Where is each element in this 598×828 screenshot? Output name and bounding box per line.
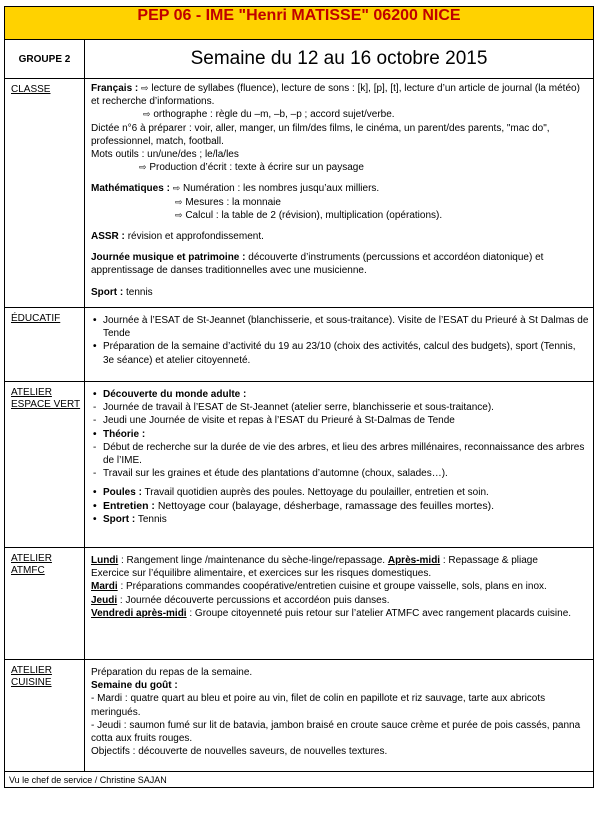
section-label-educatif: ÉDUCATIF (11, 313, 61, 324)
section-classe (5, 79, 594, 308)
cuisine-objectifs: Objectifs : découverte de nouvelles saveurs, de nouvelles textures. (91, 746, 388, 758)
ev-sport-label: Sport : (103, 513, 136, 525)
section-label-cuisine-2: CUISINE (11, 677, 52, 688)
entretien-item (103, 500, 589, 513)
entretien-label: Entretien : (103, 499, 155, 512)
theorie-item-1: - Début de recherche sur la durée de vie des arbres, et lieu des arbres millénaires, reconnaissance des arbres de l’IME. (103, 441, 589, 467)
section-label-classe: CLASSE (11, 84, 51, 95)
section-educatif (5, 308, 594, 382)
ev-sport-text: Tennis (137, 513, 167, 525)
section-label-atmfc-1: ATELIER (11, 553, 52, 564)
maths-line-2: Mesures : la monnaie (185, 196, 281, 208)
lundi-line-2: Exercice sur l’équilibre alimentaire, et exercices sur les risques domestiques. (91, 568, 432, 580)
decouverte-item-2: - Jeudi une Journée de visite et repas à l’ESAT du Prieuré à St-Dalmas de Tende (103, 414, 589, 427)
sport-item (103, 513, 589, 526)
title-row (5, 7, 594, 40)
section-content-classe (85, 79, 594, 308)
musique-label: Journée musique et patrimoine : (91, 252, 246, 264)
apresmidi-label: Après-midi (387, 555, 441, 566)
right-arrow-icon: ⇨ (175, 196, 183, 207)
jeudi-text: : Journée découverte percussions et accordéon puis danses. (119, 594, 390, 606)
mardi-label: Mardi (91, 581, 118, 593)
footer-row (5, 772, 594, 788)
lundi-label: Lundi (91, 555, 119, 566)
poules-label: Poules : (103, 487, 142, 499)
gout-colon: : (171, 680, 178, 692)
decouverte-item-1: - Journée de travail à l’ESAT de St-Jeannet (atelier serre, blanchisserie et sous-traitance). (103, 401, 589, 414)
lundi-text: : Rangement linge /maintenance du sèche-linge/repassage. (121, 555, 386, 566)
document-title: PEP 06 - IME "Henri MATISSE" 06200 NICE (5, 7, 594, 40)
group-label: GROUPE 2 (5, 40, 85, 79)
theorie-label: • Théorie : (103, 428, 589, 441)
sport-text: tennis (126, 286, 153, 298)
section-atmfc (5, 548, 594, 660)
right-arrow-icon: ⇨ (175, 209, 183, 220)
vendredi-text: : Groupe citoyenneté puis retour sur l’atelier ATMFC avec rangement placards cuisine. (189, 607, 572, 619)
section-content-atmfc (85, 548, 594, 660)
right-arrow-icon: ⇨ (143, 109, 151, 120)
maths-line-3: Calcul : la table de 2 (révision), multiplication (opérations). (185, 209, 443, 221)
header-row (5, 40, 594, 79)
vendredi-label: Vendredi après-midi (91, 607, 187, 619)
francais-line-2: orthographe : règle du –m, –b, –p ; accord sujet/verbe. (153, 109, 395, 121)
right-arrow-icon: ⇨ (172, 183, 181, 194)
francais-label: Français : (91, 83, 139, 94)
right-arrow-icon: ⇨ (141, 83, 149, 93)
footer-signature: Vu le chef de service / Christine SAJAN (5, 772, 594, 788)
section-content-educatif (85, 308, 594, 382)
musique-text: découverte d’instruments (percussions et accordéon diatonique) et apprentissage de danses traditionnelles avec une musicienne. (91, 252, 544, 277)
section-content-espace-vert (85, 382, 594, 548)
week-title: Semaine du 12 au 16 octobre 2015 (85, 40, 594, 79)
section-content-cuisine (85, 660, 594, 772)
assr-text: révision et approfondissement. (127, 231, 264, 243)
gout-label: Semaine du goût (91, 680, 172, 692)
sport-label: Sport : (91, 286, 124, 298)
poules-text: Travail quotidien auprès des poules. Nettoyage du poulailler, entretien et soin. (144, 487, 489, 499)
francais-line-1: lecture de syllabes (fluence), lecture de sons : [k], [p], [t], lecture d’un article de journal (la météo) et recherche d’informations. (91, 83, 580, 108)
section-cuisine (5, 660, 594, 772)
cuisine-mardi: - Mardi : quatre quart au bleu et poire au vin, filet de colin en papillote et riz sauvage, tarte aux abricots meringués. (91, 693, 546, 718)
educatif-item-1: • Journée à l’ESAT de St-Jeannet (blanchisserie, et sous-traitance). Visite de l’ESAT du Prieuré à St Dalmas de Tende (103, 314, 589, 340)
mardi-text: : Préparations commandes coopérative/entretien cuisine et groupe vaisselle, sols, plans en inox. (120, 581, 547, 593)
section-espace-vert (5, 382, 594, 548)
document-page (4, 6, 594, 788)
educatif-item-2: • Préparation de la semaine d’activité du 19 au 23/10 (choix des activités, calcul des budgets), sport (Tennis, 3e séance) et atelier citoyenneté. (103, 340, 589, 366)
decouverte-label: • Découverte du monde adulte : (103, 388, 589, 401)
cuisine-line-1: Préparation du repas de la semaine. (91, 667, 253, 678)
francais-line-3: Dictée n°6 à préparer : voir, aller, manger, un film/des films, le cinéma, un parent/des parents, "mac do", professionnel, match, football. (91, 122, 550, 147)
section-label-espace-vert-1: ATELIER (11, 387, 52, 398)
assr-label: ASSR : (91, 231, 125, 243)
poules-item (103, 486, 589, 499)
section-label-atmfc-2: ATMFC (11, 565, 45, 576)
jeudi-label: Jeudi (91, 594, 118, 606)
cuisine-jeudi: - Jeudi : saumon fumé sur lit de batavia, jambon braisé en croute sauce crème et purée de pois cassés, panna cotta aux fruits rouges. (91, 719, 581, 745)
theorie-item-2: - Travail sur les graines et étude des plantations d’automne (choux, salades…). (103, 467, 589, 480)
francais-line-4: Mots outils : un/une/des ; le/la/les (91, 149, 239, 161)
schedule-table (4, 6, 594, 788)
right-arrow-icon: ⇨ (139, 162, 147, 173)
francais-line-5: Production d’écrit : texte à écrire sur un paysage (149, 162, 364, 174)
maths-label: Mathématiques : (91, 183, 170, 195)
maths-line-1: Numération : les nombres jusqu’aux milliers. (183, 183, 380, 195)
apresmidi-text: : Repassage & pliage (442, 555, 538, 566)
entretien-text: Nettoyage cour (balayage, désherbage, ramassage des feuilles mortes). (157, 499, 495, 512)
section-label-cuisine-1: ATELIER (11, 665, 52, 676)
section-label-espace-vert-2: ESPACE VERT (11, 399, 81, 410)
